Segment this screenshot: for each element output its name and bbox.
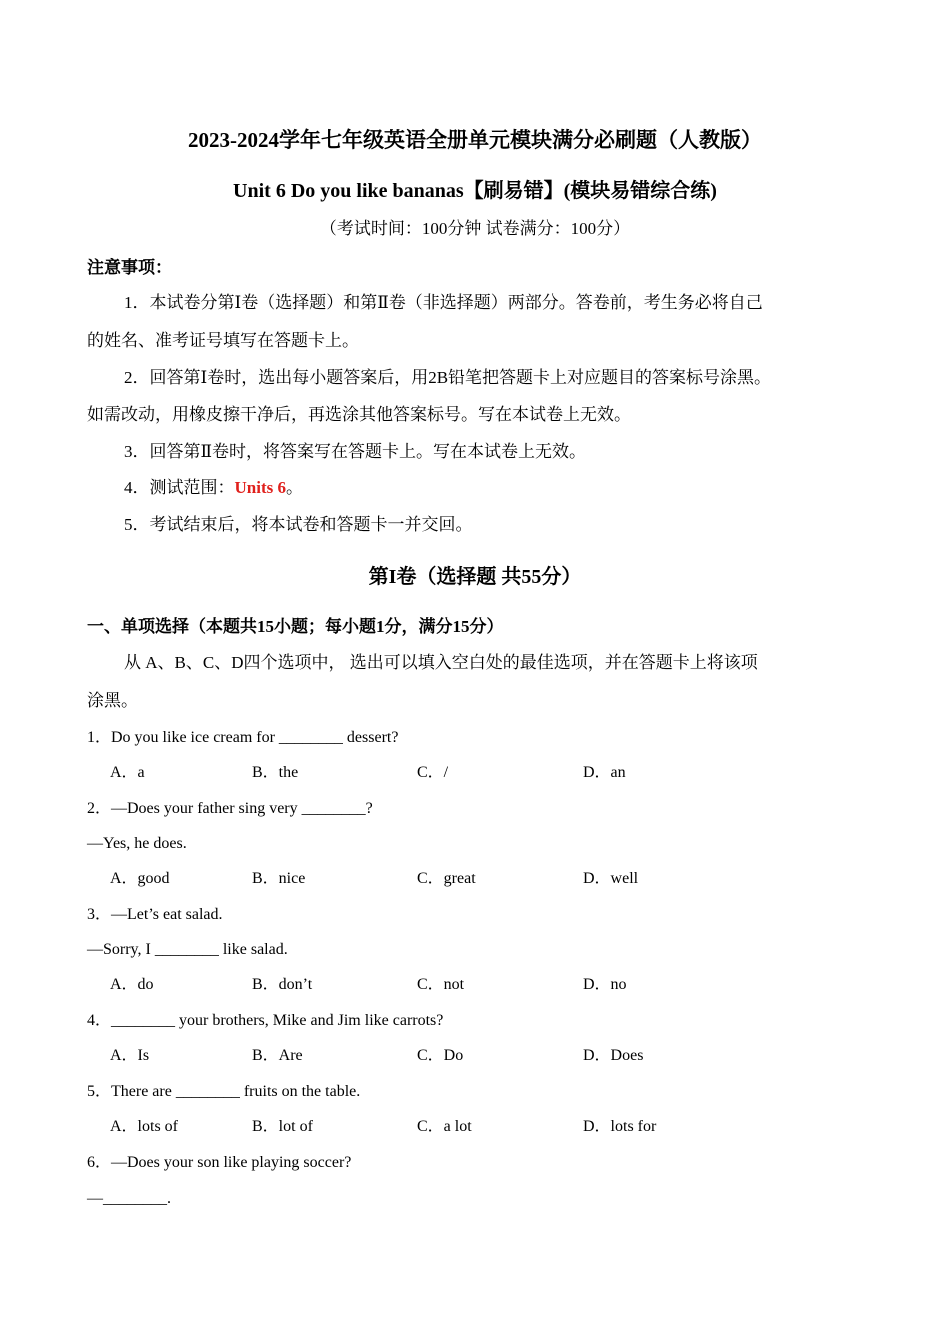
notice-item-5: 5．考试结束后，将本试卷和答题卡一并交回。: [124, 515, 473, 534]
q2-option-b: B．nice: [252, 870, 306, 887]
q2-option-d: D．well: [583, 870, 639, 887]
q4-option-d: D．Does: [583, 1047, 644, 1064]
question-6: 6．—Does your son like playing soccer?: [87, 1154, 352, 1171]
q5-option-d: D．lots for: [583, 1118, 657, 1135]
notice-item-1: 1．本试卷分第Ⅰ卷（选择题）和第Ⅱ卷（非选择题）两部分。答卷前，考生务必将自己: [124, 293, 763, 312]
question-2-reply: —Yes, he does.: [87, 835, 187, 852]
question-3: 3．—Let’s eat salad.: [87, 906, 223, 923]
question-3-reply: —Sorry, I ________ like salad.: [87, 941, 288, 958]
notice-item-4: [124, 477, 303, 499]
q4-option-a: A．Is: [110, 1047, 150, 1064]
q3-option-b: B．don’t: [252, 976, 313, 993]
notice-heading: 注意事项：: [87, 258, 172, 277]
question-1: 1．Do you like ice cream for ________ dessert?: [87, 729, 399, 746]
q2-option-c: C．great: [417, 870, 476, 887]
exam-subtitle: Unit 6 Do you like bananas【刷易错】(模块易错综合练): [233, 180, 717, 202]
notice-item-2-cont: 如需改动，用橡皮擦干净后，再选涂其他答案标号。写在本试卷上无效。: [87, 405, 631, 424]
q2-option-a: A．good: [110, 870, 170, 887]
q4-option-c: C．Do: [417, 1047, 464, 1064]
section-instruction: 从 A、B、C、D四个选项中， 选出可以填入空白处的最佳选项，并在答题卡上将该项: [124, 653, 758, 672]
question-6-reply: —________.: [87, 1190, 171, 1207]
section-instruction-cont: 涂黑。: [87, 691, 138, 710]
q5-option-a: A．lots of: [110, 1118, 179, 1135]
exam-info: （考试时间：100分钟 试卷满分：100分）: [319, 219, 631, 238]
notice-item-4-suffix: 。: [285, 478, 303, 497]
test-scope: Units 6: [234, 478, 286, 497]
q1-option-b: B．the: [252, 764, 299, 781]
q3-option-a: A．do: [110, 976, 154, 993]
part1-heading: 第I卷（选择题 共55分）: [368, 566, 582, 588]
q1-option-d: D．an: [583, 764, 626, 781]
question-4: 4．________ your brothers, Mike and Jim like carrots?: [87, 1012, 444, 1029]
q5-option-c: C．a lot: [417, 1118, 472, 1135]
notice-item-3: 3．回答第Ⅱ卷时，将答案写在答题卡上。写在本试卷上无效。: [124, 442, 587, 461]
question-5: 5．There are ________ fruits on the table.: [87, 1083, 361, 1100]
question-2: 2．—Does your father sing very ________?: [87, 800, 373, 817]
q1-option-c: C．/: [417, 764, 449, 781]
notice-item-1-cont: 的姓名、准考证号填写在答题卡上。: [87, 331, 359, 350]
q3-option-c: C．not: [417, 976, 465, 993]
notice-item-4-prefix: 4．测试范围：: [124, 478, 235, 497]
q3-option-d: D．no: [583, 976, 627, 993]
q5-option-b: B．lot of: [252, 1118, 313, 1135]
section-title: 一、单项选择（本题共15小题；每小题1分，满分15分）: [87, 617, 504, 636]
q4-option-b: B．Are: [252, 1047, 303, 1064]
notice-item-2: 2．回答第Ⅰ卷时，选出每小题答案后，用2B铅笔把答题卡上对应题目的答案标号涂黑。: [124, 368, 772, 387]
exam-title: 2023-2024学年七年级英语全册单元模块满分必刷题（人教版）: [188, 128, 762, 152]
q1-option-a: A．a: [110, 764, 145, 781]
